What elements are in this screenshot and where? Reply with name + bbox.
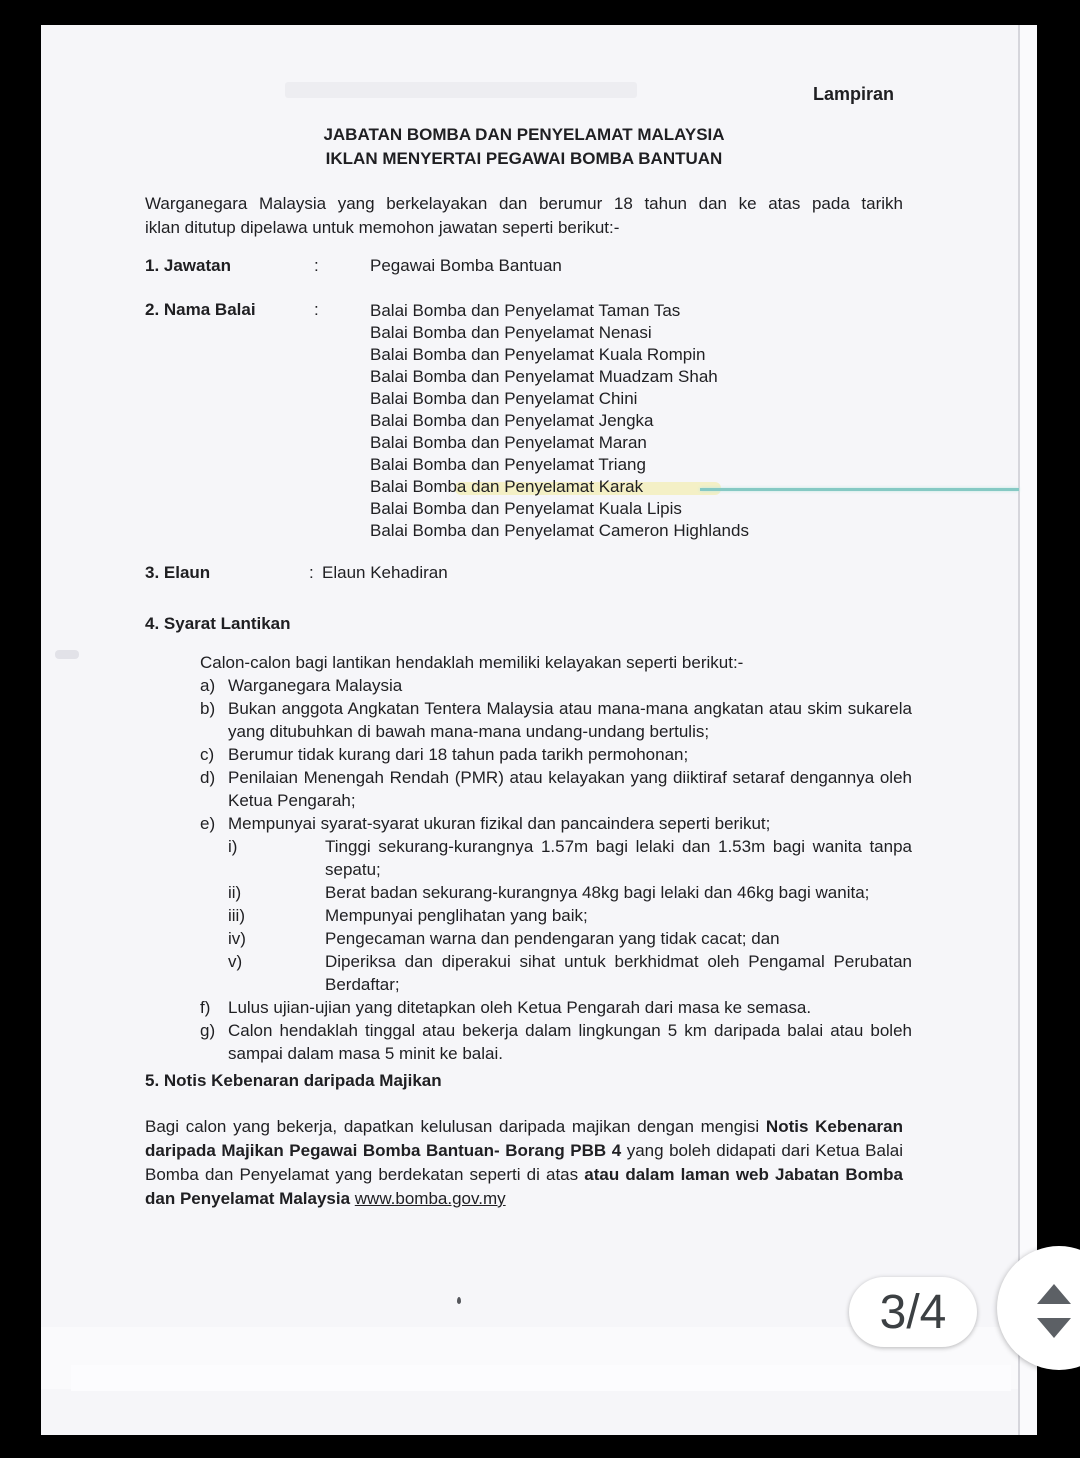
para-bold-text: Notis Kebenaran daripada Majikan Pegawai Bomba Bantuan- Borang PBB 4 <box>145 1117 903 1160</box>
item-marker: c) <box>200 745 215 764</box>
field-jawatan-colon: : <box>314 256 319 275</box>
item-marker: e) <box>200 814 216 833</box>
item-text: Lulus ujian-ujian yang ditetapkan oleh Ketua Pengarah dari masa ke semasa. <box>228 998 812 1017</box>
subitem-marker: i) <box>228 837 238 856</box>
subitem-marker: iv) <box>228 929 246 948</box>
scroll-up-icon[interactable] <box>1037 1284 1071 1304</box>
subitem-text: Tinggi sekurang-kurangnya 1.57m bagi lelaki dan 1.53m bagi wanita tanpa sepatu; <box>325 837 912 879</box>
para-bold-text: atau dalam laman web Jabatan Bomba dan Penyelamat Malaysia <box>145 1165 903 1208</box>
requirement-item-b <box>200 697 912 743</box>
station-item: Balai Bomba dan Penyelamat Kuala Rompin <box>370 345 706 364</box>
document-title <box>145 123 903 171</box>
physical-subitem-ii <box>228 881 912 904</box>
scan-artifact-band <box>285 82 637 98</box>
subitem-marker: ii) <box>228 883 242 902</box>
intro-line2: iklan ditutup dipelawa untuk memohon jawatan seperti berikut:- <box>145 218 620 237</box>
item-marker: b) <box>200 699 216 718</box>
station-item: Balai Bomba dan Penyelamat Triang <box>370 455 646 474</box>
item-text: Mempunyai syarat-syarat ukuran fizikal dan pancaindera seperti berikut; <box>228 814 771 833</box>
para-text: yang boleh didapati dari Ketua Balai Bomba dan Penyelamat yang berdekatan seperti di atas <box>145 1141 903 1184</box>
field-elaun-colon: : <box>309 563 314 582</box>
subitem-text: Pengecaman warna dan pendengaran yang tidak cacat; dan <box>325 929 780 948</box>
scan-artifact-dash <box>55 650 79 659</box>
subitem-marker: v) <box>228 952 243 971</box>
item-text: Penilaian Menengah Rendah (PMR) atau kelayakan yang diiktiraf setaraf dengannya oleh Ketua Pengarah; <box>228 768 912 810</box>
station-item: Balai Bomba dan Penyelamat Kuala Lipis <box>370 499 682 518</box>
station-item: Balai Bomba dan Penyelamat Taman Tas <box>370 301 681 320</box>
requirement-item-e <box>200 812 912 835</box>
physical-subitem-v <box>228 950 912 996</box>
physical-subitem-iii <box>228 904 912 927</box>
station-item: Balai Bomba dan Penyelamat Chini <box>370 389 638 408</box>
page-indicator-text: 3/4 <box>879 1285 947 1339</box>
para-text: Bagi calon yang bekerja, dapatkan kelulusan daripada majikan dengan mengisi <box>145 1117 766 1136</box>
scroll-down-icon[interactable] <box>1037 1318 1071 1338</box>
section4-heading: 4. Syarat Lantikan <box>145 614 291 633</box>
document-title-line2: IKLAN MENYERTAI PEGAWAI BOMBA BANTUAN <box>325 149 723 168</box>
station-list <box>370 300 749 542</box>
requirement-item-f <box>200 996 912 1019</box>
physical-subitem-iv <box>228 927 912 950</box>
requirement-item-a <box>200 674 912 697</box>
item-marker: g) <box>200 1021 216 1040</box>
field-jawatan-label: 1. Jawatan <box>145 256 231 275</box>
requirement-item-g <box>200 1019 912 1065</box>
website-link-text: www.bomba.gov.my <box>354 1189 506 1208</box>
subitem-text: Diperiksa dan diperakui sihat untuk berkhidmat oleh Pengamal Perubatan Berdaftar; <box>325 952 912 994</box>
page-indicator-badge <box>849 1277 977 1347</box>
item-text: Berumur tidak kurang dari 18 tahun pada tarikh permohonan; <box>228 745 689 764</box>
item-marker: a) <box>200 676 216 695</box>
item-text: Bukan anggota Angkatan Tentera Malaysia atau mana-mana angkatan atau skim sukarela yang ditubuhkan di bawah mana-mana undang-undang bertulis; <box>228 699 912 741</box>
item-marker: f) <box>200 998 211 1017</box>
field-jawatan-value: Pegawai Bomba Bantuan <box>370 256 562 275</box>
section5-paragraph <box>145 1115 903 1211</box>
station-item: Balai Bomba dan Penyelamat Cameron Highlands <box>370 521 749 540</box>
underline-mark-teal <box>700 488 1019 491</box>
scanned-document-page <box>41 25 1037 1435</box>
station-item-karak: Balai Bomba dan Penyelamat Karak <box>370 477 644 496</box>
station-item: Balai Bomba dan Penyelamat Jengka <box>370 411 654 430</box>
item-marker: d) <box>200 768 216 787</box>
intro-paragraph <box>145 192 903 240</box>
intro-line1: Warganegara Malaysia yang berkelayakan dan berumur 18 tahun dan ke atas pada tarikh <box>145 194 903 213</box>
item-text: Calon hendaklah tinggal atau bekerja dalam lingkungan 5 km daripada balai atau boleh sampai dalam masa 5 minit ke balai. <box>228 1021 912 1063</box>
subitem-text: Berat badan sekurang-kurangnya 48kg bagi lelaki dan 46kg bagi wanita; <box>325 883 870 902</box>
page-edge-strip <box>1020 25 1037 1435</box>
document-title-line1: JABATAN BOMBA DAN PENYELAMAT MALAYSIA <box>323 125 725 144</box>
physical-subitem-i <box>228 835 912 881</box>
requirement-item-c <box>200 743 912 766</box>
item-text: Warganegara Malaysia <box>228 676 403 695</box>
section4-intro: Calon-calon bagi lantikan hendaklah memiliki kelayakan seperti berikut:- <box>200 653 744 672</box>
field-elaun-value: Elaun Kehadiran <box>322 563 448 582</box>
station-item: Balai Bomba dan Penyelamat Maran <box>370 433 647 452</box>
page-annotation: Lampiran <box>813 84 895 104</box>
station-item: Balai Bomba dan Penyelamat Muadzam Shah <box>370 367 718 386</box>
station-item: Balai Bomba dan Penyelamat Nenasi <box>370 323 652 342</box>
field-elaun-label: 3. Elaun <box>145 563 211 582</box>
scan-artifact-band <box>71 1365 1011 1391</box>
field-nama-balai-label: 2. Nama Balai <box>145 300 256 319</box>
section5-heading: 5. Notis Kebenaran daripada Majikan <box>145 1071 442 1090</box>
subitem-marker: iii) <box>228 906 245 925</box>
section4-body <box>200 651 912 1065</box>
scan-speck <box>457 1297 461 1304</box>
requirement-item-d <box>200 766 912 812</box>
subitem-text: Mempunyai penglihatan yang baik; <box>325 906 588 925</box>
field-nama-balai-colon: : <box>314 300 319 319</box>
